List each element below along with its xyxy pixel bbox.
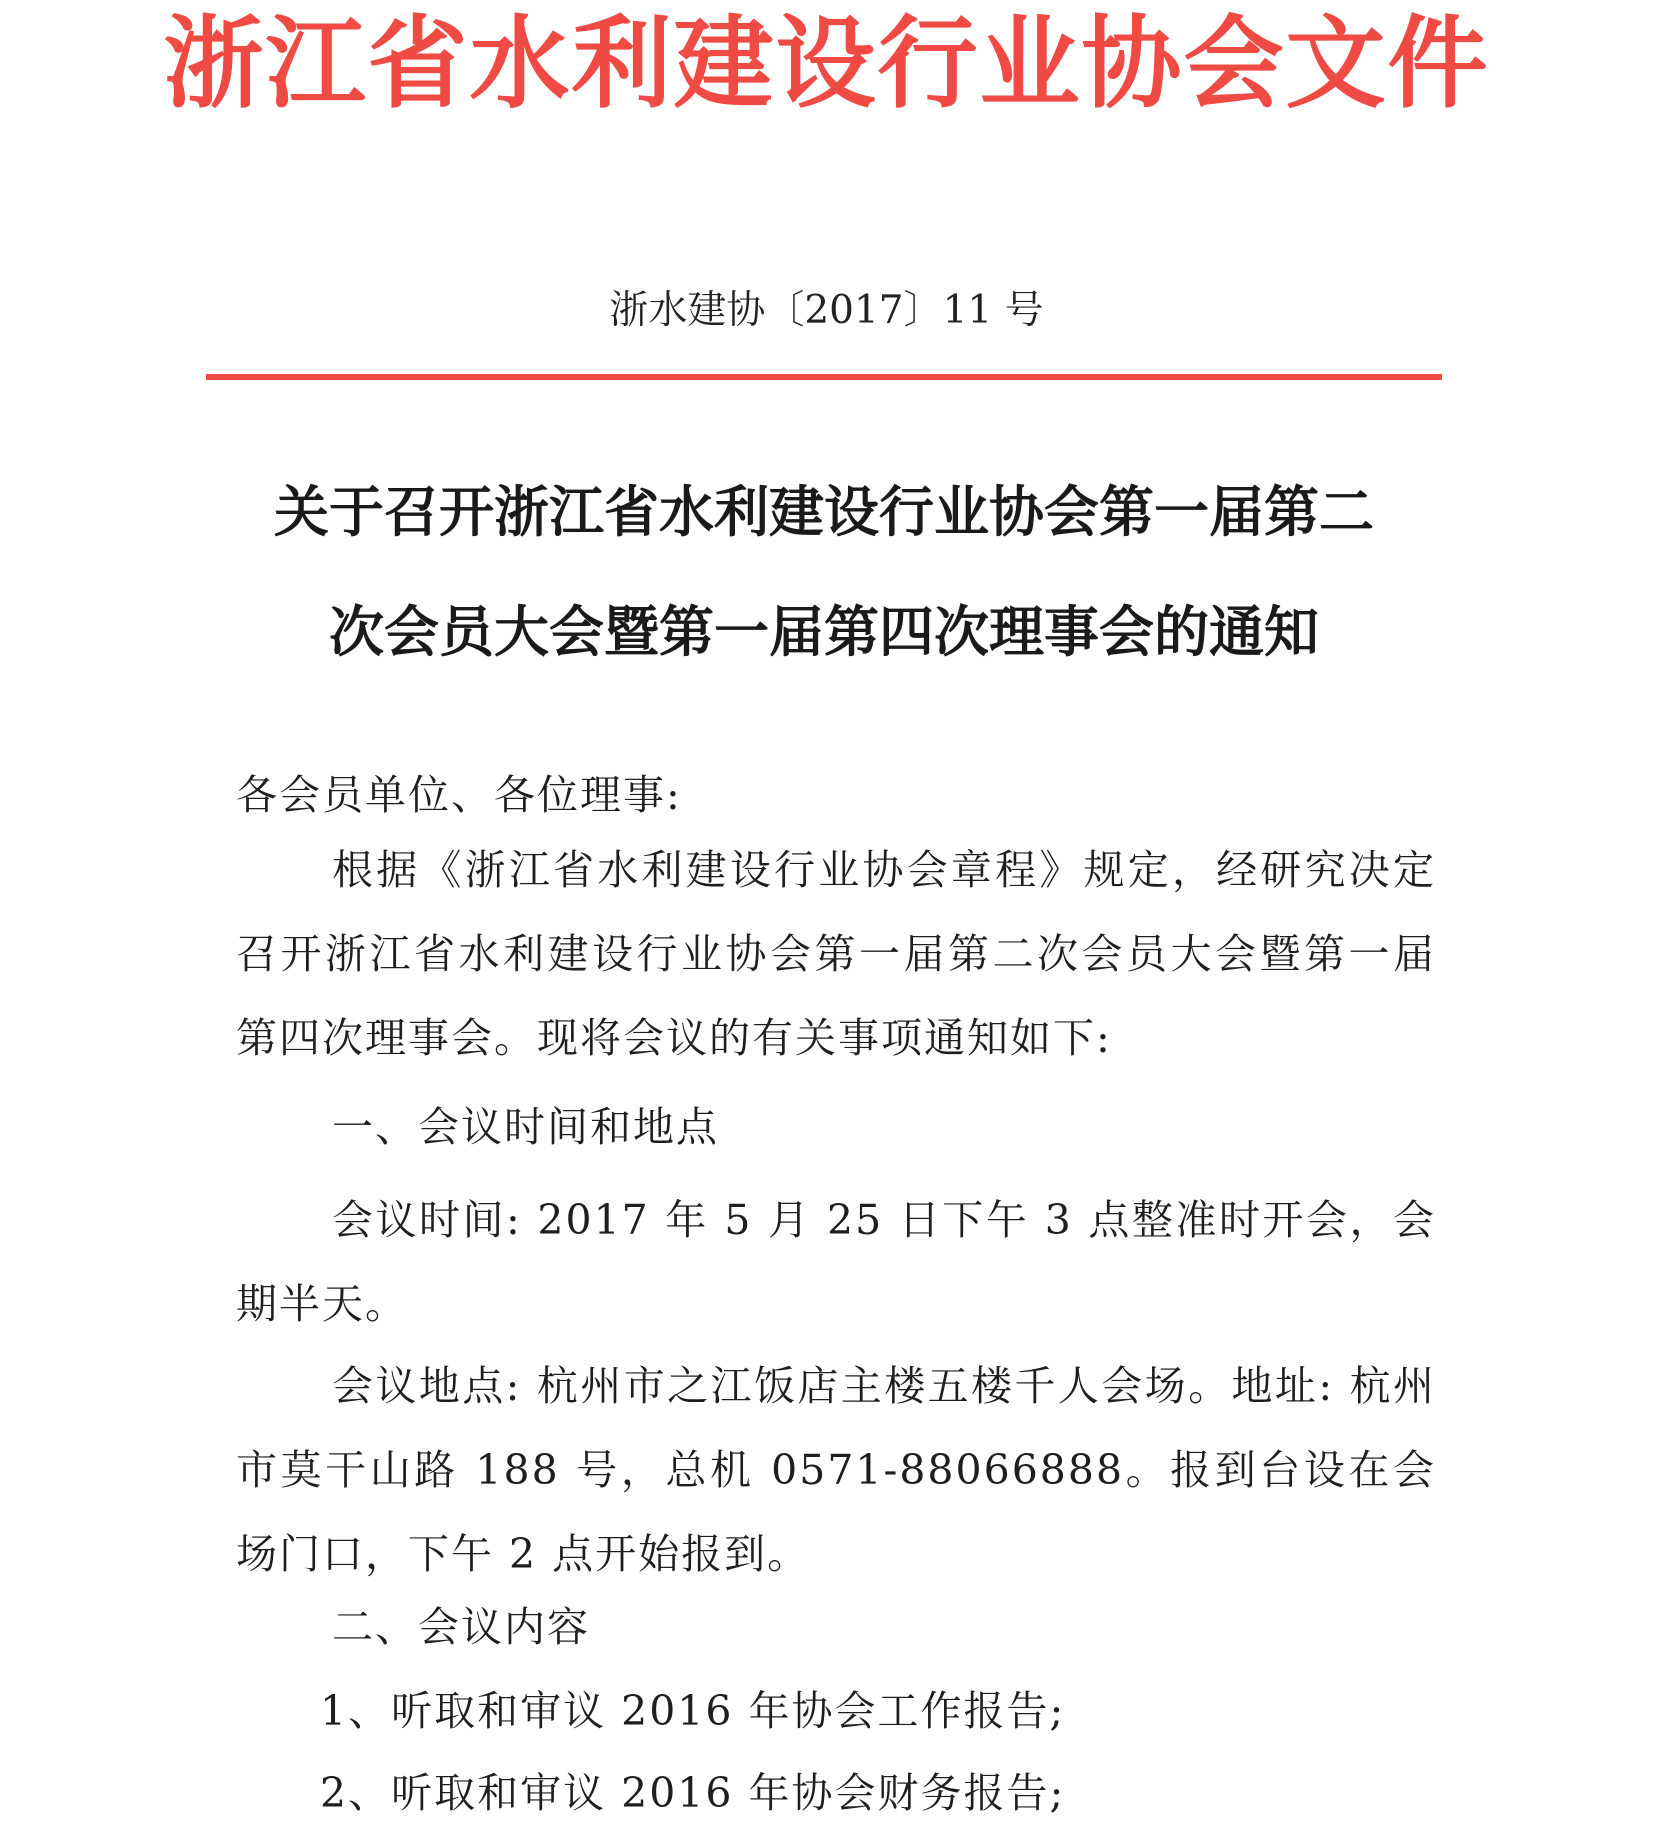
notice-title-line-1: 关于召开浙江省水利建设行业协会第一届第二 xyxy=(273,479,1374,544)
red-divider-line xyxy=(206,374,1442,380)
document-number: 浙水建协〔2017〕11 号 xyxy=(609,288,1044,333)
section-1-heading: 一、会议时间和地点 xyxy=(332,1103,719,1151)
intro-paragraph: 根据《浙江省水利建设行业协会章程》规定，经研究决定召开浙江省水利建设行业协会第一届第二次会员大会暨第一届第四次理事会。现将会议的有关事项通知如下: xyxy=(236,846,1436,1062)
notice-title-line-2: 次会员大会暨第一届第四次理事会的通知 xyxy=(328,599,1319,664)
meeting-time-paragraph: 会议时间: 2017 年 5 月 25 日下午 3 点整准时开会，会期半天。 xyxy=(236,1196,1436,1328)
header-org-title: 浙江省水利建设行业协会文件 xyxy=(163,4,1490,122)
meeting-place-paragraph: 会议地点: 杭州市之江饭店主楼五楼千人会场。地址: 杭州市莫干山路 188 号，总机 0571-88066888。报到台设在会场门口，下午 2 点开始报到。 xyxy=(236,1362,1436,1578)
salutation: 各会员单位、各位理事: xyxy=(236,771,682,819)
agenda-item-1: 1、听取和审议 2016 年协会工作报告; xyxy=(320,1687,1066,1735)
notice-title xyxy=(206,452,1442,692)
section-2-heading: 二、会议内容 xyxy=(332,1603,590,1651)
agenda-item-2: 2、听取和审议 2016 年协会财务报告; xyxy=(320,1769,1066,1817)
